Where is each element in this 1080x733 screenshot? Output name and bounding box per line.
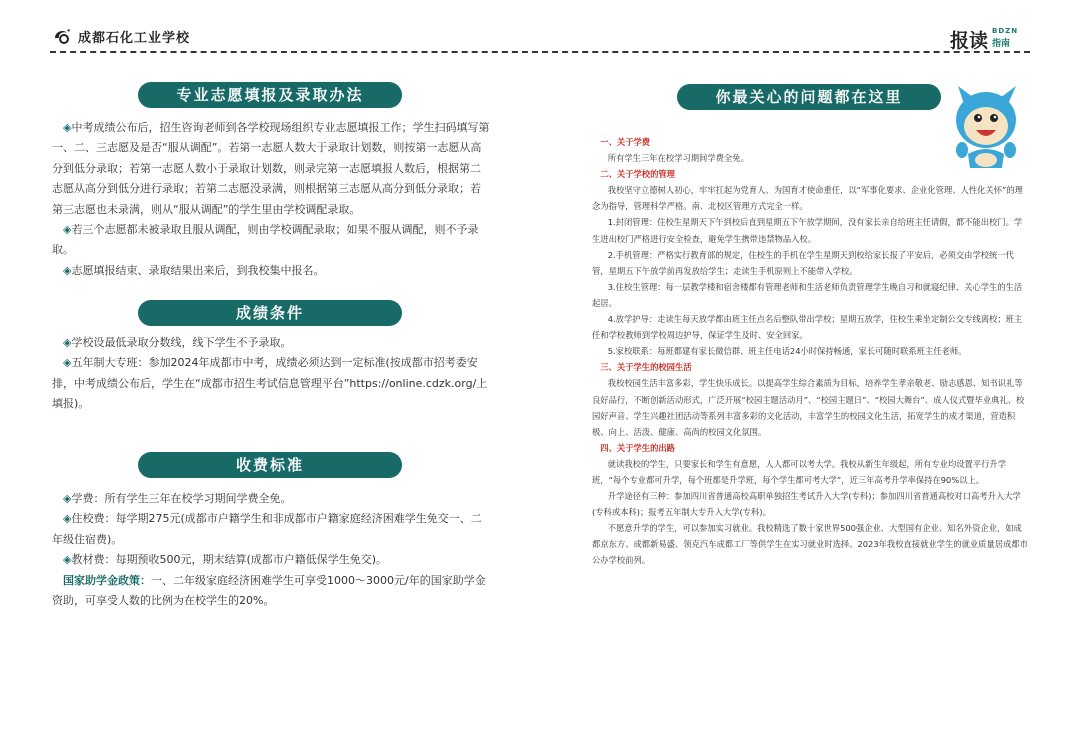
diamond-bullet-icon: ◈ [63, 553, 72, 567]
brand-main-text: 报读 [950, 30, 989, 52]
paragraph: 3.住校生管理：每一层教学楼和宿舍楼都有管理老师和生活老师负责管理学生晚自习和就寝纪律、关心学生的生活起居。 [592, 281, 1023, 308]
brand-latin-text: BDZN [992, 27, 1019, 35]
fees-section [52, 489, 490, 611]
diamond-bullet-icon: ◈ [63, 512, 72, 526]
paragraph: 2.手机管理：严格实行教育部的规定，住校生的手机在学生星期天到校给家长报了平安后，必须交由学校统一代管，星期五下午放学前再发放给学生；走读生手机原则上不能带入学校。 [592, 249, 1014, 276]
paragraph: ◈教材费：每期预收500元，期末结算(成都市户籍低保学生免交)。 [63, 553, 388, 567]
faq-section [592, 134, 1030, 569]
paragraph: ◈学校设最低录取分数线，线下学生不予录取。 [63, 336, 292, 349]
score-section [52, 333, 490, 415]
brand-cn-text: 指南 [992, 39, 1011, 49]
paragraph: 所有学生三年在校学习期间学费全免。 [607, 153, 749, 164]
grant-label: 国家助学金政策： [63, 573, 151, 587]
paragraph: 我校坚守立德树人初心，牢牢扛起为党育人、为国育才使命重任，以“军事化要求、企业化管理、人性化关怀”的理念为指导，管理科学严格。南、北校区管理方式完全一样。 [592, 185, 1023, 212]
paragraph: 4.放学护导：走读生每天放学都由班主任点名后整队带出学校；星期五放学，住校生乘坐定制公交专线离校；班主任和学校教师到学校周边护导，保证学生及时、安全回家。 [592, 314, 1023, 341]
section-title-faq: 你最关心的问题都在这里 [677, 84, 941, 110]
paragraph: ◈中考成绩公布后，招生咨询老师到各学校现场组织专业志愿填报工作；学生扫码填写第一、二、三志愿及是否“服从调配”。若第一志愿人数大于录取计划数，则按第一志愿从高分到低分录取；若第一志愿人数小于录取计划数，则录完第一志愿填报人数后，根据第二志愿从高分到低分进行录取；若第二志愿没录满，则根据第三志愿从高分到低分录取；若第三志愿也未录满，则从“服从调配”的学生里由学校调配录取。 [52, 121, 490, 216]
faq-heading-campus-life: 三、关于学生的校园生活 [600, 362, 692, 373]
faq-heading-management: 二、关于学校的管理 [600, 169, 675, 180]
diamond-bullet-icon: ◈ [63, 336, 72, 349]
school-logo [52, 26, 190, 46]
diamond-bullet-icon: ◈ [63, 223, 72, 237]
paragraph: 不愿意升学的学生，可以参加实习就业。我校精选了数十家世界500强企业、大型国有企业、知名外资企业，如成都京东方、成都新易盛、领克汽车成都工厂等供学生在实习就业时选择。2023年我校直接就业学生的就业质量居成都市公办学校前列。 [592, 523, 1028, 566]
section-title-fees: 收费标准 [138, 452, 402, 478]
paragraph: 就读我校的学生，只要家长和学生有意愿，人人都可以考大学。我校从新生年级起，所有专业均设置平行升学班，“每个专业都可升学，每个班都是升学班，每个学生都可考大学”，近三年高考升学率保持在90%以上。 [592, 458, 1007, 485]
diamond-bullet-icon: ◈ [63, 492, 72, 505]
section-title-score: 成绩条件 [138, 300, 402, 326]
brand-logo [950, 24, 1028, 50]
faq-heading-future: 四、关于学生的出路 [600, 442, 675, 453]
faq-heading-tuition: 一、关于学费 [600, 137, 651, 147]
admission-section [52, 118, 490, 281]
diamond-bullet-icon: ◈ [63, 356, 72, 370]
page-header [0, 0, 1080, 56]
paragraph: 5.家校联系：每班都建有家长微信群、班主任电话24小时保持畅通，家长可随时联系班主任老师。 [607, 346, 967, 357]
diamond-bullet-icon: ◈ [63, 121, 72, 134]
paragraph: ◈五年制大专班：参加2024年成都市中考，成绩必须达到一定标准(按成都市招考委安排，中考成绩公布后，学生在“成都市招生考试信息管理平台”https://online.cdzk.org/上填报)。 [52, 356, 488, 411]
school-name: 成都石化工业学校 [78, 30, 191, 46]
paragraph: ◈志愿填报结束、录取结果出来后，到我校集中报名。 [63, 263, 325, 277]
paragraph: ◈学费：所有学生三年在校学习期间学费全免。 [63, 492, 292, 505]
paragraph: 1.封闭管理：住校生星期天下午到校后直到星期五下午放学期间，没有家长亲自给班主任请假，都不能出校门。学生进出校门严格进行安全检查，避免学生携带违禁物品入校。 [592, 217, 1023, 244]
grant-paragraph: 国家助学金政策：一、二年级家庭经济困难学生可享受1000～3000元/年的国家助学金资助，可享受人数的比例为在校学生的20%。 [52, 573, 486, 608]
school-logo-icon [52, 26, 72, 46]
header-divider [50, 51, 1030, 53]
paragraph: 我校校园生活丰富多彩，学生快乐成长。以提高学生综合素质为目标，培养学生孝亲敬老、励志感恩、知书识礼等良好品行，不断创新活动形式，广泛开展“校园主题活动月”、“校园主题日”、“校园大舞台”、成人仪式暨毕业典礼、校园好声音、学生兴趣社团活动等系列丰富多彩的文化活动，丰富学生的校园文化生活，拓宽学生的成才渠道，营造积极、向上、活泼、健康、高尚的校园文化氛围。 [592, 378, 1025, 437]
section-title-admission: 专业志愿填报及录取办法 [138, 82, 402, 108]
paragraph: ◈若三个志愿都未被录取且服从调配，则由学校调配录取；如果不服从调配，则不予录取。 [52, 223, 479, 257]
diamond-bullet-icon: ◈ [63, 263, 72, 277]
paragraph: ◈住校费：每学期275元(成都市户籍学生和非成都市户籍家庭经济困难学生免交一、二年级住宿费)。 [52, 512, 482, 546]
paragraph: 升学途径有三种：参加四川省普通高校高职单独招生考试升入大学(专科)；参加四川省普通高校对口高考升入大学(专科或本科)；报考五年制大专升入大学(专科)。 [592, 491, 1021, 518]
